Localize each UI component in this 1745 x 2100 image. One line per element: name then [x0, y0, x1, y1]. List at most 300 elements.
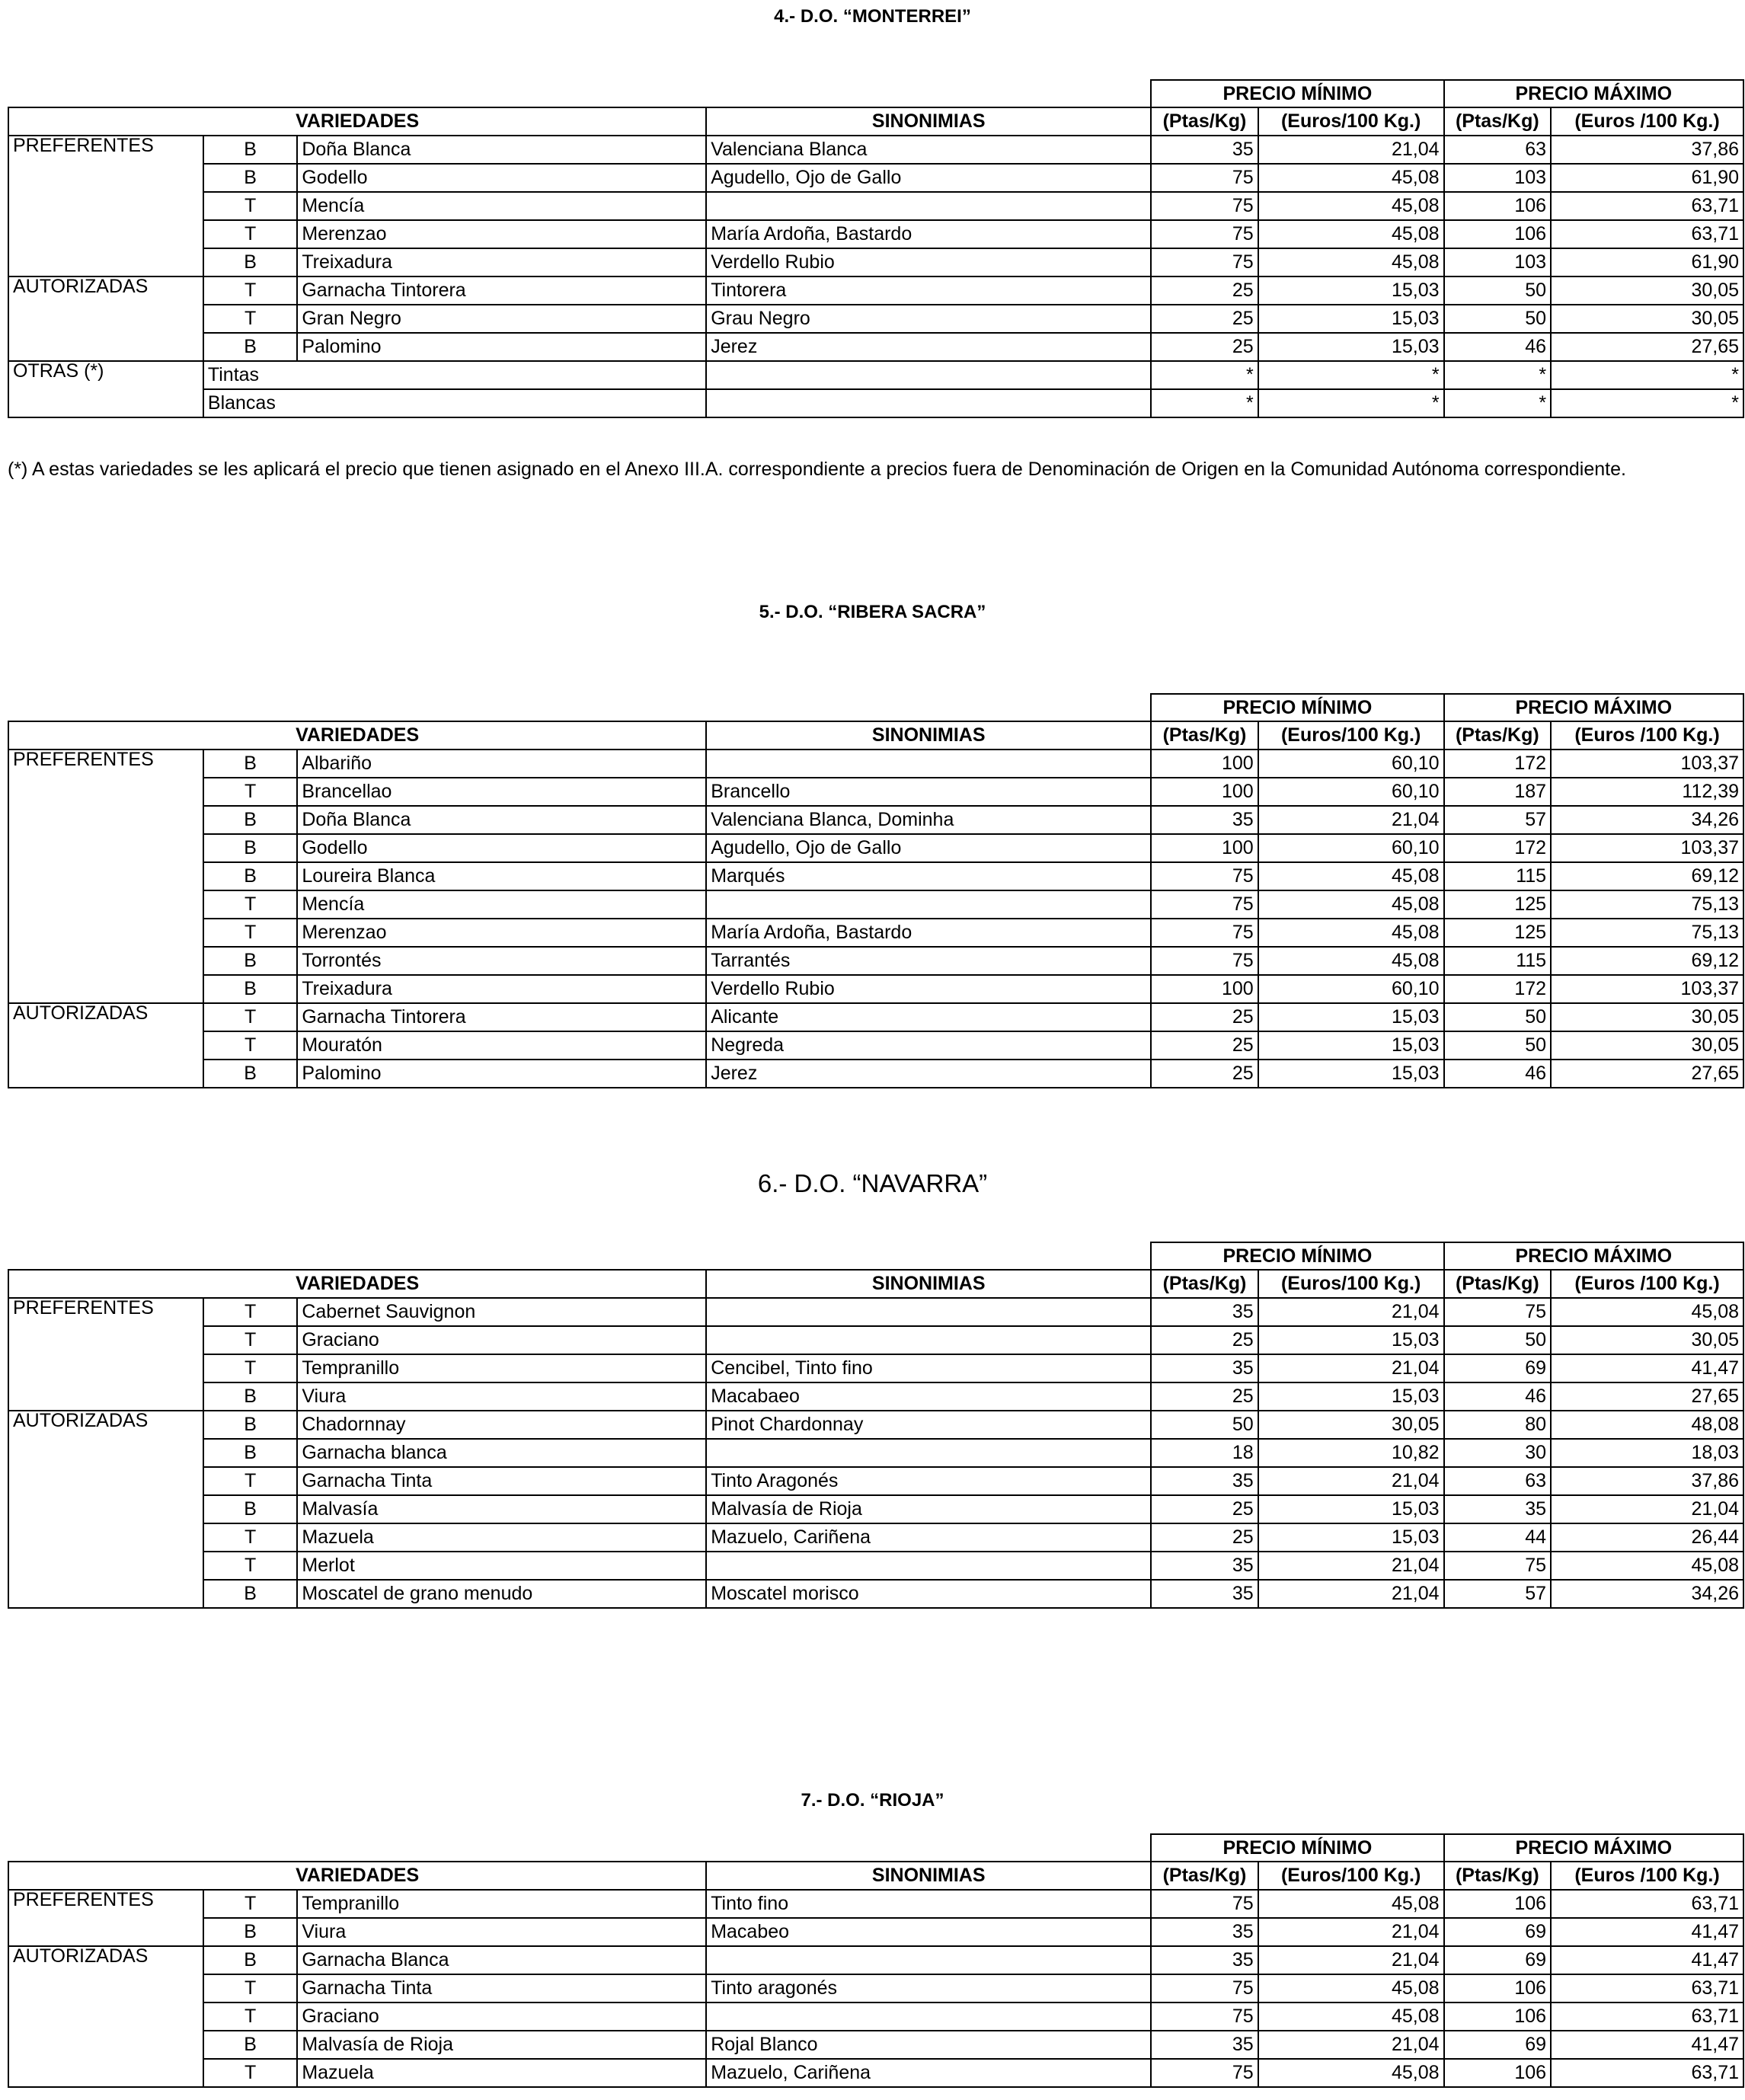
- synonyms-cell: Negreda: [706, 1031, 1151, 1060]
- header-sinonimias: SINONIMIAS: [706, 1270, 1151, 1298]
- table-row: [8, 975, 1743, 1003]
- header-ptas-max: (Ptas/Kg): [1444, 1862, 1551, 1890]
- euros-max-cell: 27,65: [1551, 1060, 1743, 1088]
- euros-min-cell: 45,08: [1258, 164, 1444, 192]
- euros-min-cell: 15,03: [1258, 305, 1444, 333]
- table-ribera-sacra: [8, 693, 1744, 1088]
- ptas-min-cell: 18: [1151, 1439, 1258, 1467]
- ptas-max-cell: 106: [1444, 1890, 1551, 1918]
- type-cell: T: [203, 919, 297, 947]
- euros-max-cell: 63,71: [1551, 1974, 1743, 2003]
- header-row-columns: [8, 1862, 1743, 1890]
- ptas-min-cell: 25: [1151, 333, 1258, 361]
- type-cell: B: [203, 2031, 297, 2059]
- ptas-min-cell: 35: [1151, 1354, 1258, 1382]
- table-row: [8, 947, 1743, 975]
- euros-min-cell: 15,03: [1258, 333, 1444, 361]
- synonyms-cell: Mazuelo, Cariñena: [706, 2059, 1151, 2087]
- header-variedades: VARIEDADES: [8, 721, 706, 750]
- header-ptas-min: (Ptas/Kg): [1151, 1270, 1258, 1298]
- synonyms-cell: Alicante: [706, 1003, 1151, 1031]
- table-row: [8, 1495, 1743, 1523]
- header-variedades: VARIEDADES: [8, 1270, 706, 1298]
- euros-max-cell: 75,13: [1551, 919, 1743, 947]
- type-cell: B: [203, 750, 297, 778]
- synonyms-cell: [706, 1946, 1151, 1974]
- euros-min-cell: 21,04: [1258, 1298, 1444, 1326]
- euros-min-cell: 15,03: [1258, 1382, 1444, 1411]
- type-cell: B: [203, 834, 297, 862]
- header-ptas-min: (Ptas/Kg): [1151, 1862, 1258, 1890]
- table-row: [8, 1382, 1743, 1411]
- ptas-max-cell: 103: [1444, 248, 1551, 276]
- variety-cell: Viura: [297, 1382, 706, 1411]
- ptas-min-cell: 100: [1151, 834, 1258, 862]
- otras-label-cell: Blancas: [203, 389, 706, 417]
- table-row: [8, 2059, 1743, 2087]
- ptas-min-cell: 100: [1151, 750, 1258, 778]
- variety-cell: Viura: [297, 1918, 706, 1946]
- table-row: [8, 1298, 1743, 1326]
- header-variedades: VARIEDADES: [8, 107, 706, 136]
- ptas-min-cell: 35: [1151, 1298, 1258, 1326]
- type-cell: T: [203, 778, 297, 806]
- euros-min-cell: 21,04: [1258, 1552, 1444, 1580]
- euros-min-cell: 45,08: [1258, 2059, 1444, 2087]
- ptas-min-cell: 35: [1151, 806, 1258, 834]
- ptas-max-cell: 75: [1444, 1298, 1551, 1326]
- euros-max-cell: 69,12: [1551, 862, 1743, 890]
- euros-min-cell: 21,04: [1258, 1946, 1444, 1974]
- table-row: [8, 1946, 1743, 1974]
- variety-cell: Mencía: [297, 890, 706, 919]
- ptas-max-cell: 106: [1444, 192, 1551, 220]
- variety-cell: Doña Blanca: [297, 136, 706, 164]
- category-cell: OTRAS (*): [8, 361, 203, 417]
- synonyms-cell: Jerez: [706, 333, 1151, 361]
- euros-min-cell: 15,03: [1258, 1031, 1444, 1060]
- ptas-max-cell: 80: [1444, 1411, 1551, 1439]
- euros-max-cell: 103,37: [1551, 750, 1743, 778]
- ptas-min-cell: 25: [1151, 305, 1258, 333]
- euros-max-cell: 41,47: [1551, 1918, 1743, 1946]
- synonyms-cell: [706, 361, 1151, 389]
- type-cell: T: [203, 1890, 297, 1918]
- euros-min-cell: 21,04: [1258, 806, 1444, 834]
- euros-min-cell: 45,08: [1258, 890, 1444, 919]
- ptas-max-cell: *: [1444, 361, 1551, 389]
- ptas-max-cell: 46: [1444, 1060, 1551, 1088]
- header-precio-minimo: PRECIO MÍNIMO: [1151, 80, 1443, 107]
- euros-max-cell: 75,13: [1551, 890, 1743, 919]
- ptas-max-cell: 50: [1444, 1003, 1551, 1031]
- ptas-max-cell: 50: [1444, 305, 1551, 333]
- table-row: [8, 1918, 1743, 1946]
- synonyms-cell: Verdello Rubio: [706, 248, 1151, 276]
- euros-max-cell: 63,71: [1551, 1890, 1743, 1918]
- synonyms-cell: [706, 1326, 1151, 1354]
- table-row: [8, 192, 1743, 220]
- header-euros-max: (Euros /100 Kg.): [1551, 1862, 1743, 1890]
- variety-cell: Garnacha Tinta: [297, 1467, 706, 1495]
- footnote: (*) A estas variedades se les aplicará el precio que tienen asignado en el Anexo III.A. correspondiente a precios fuera de Denominación de Origen en la Comunidad Autónoma correspondiente.: [8, 459, 1626, 480]
- header-euros-min: (Euros/100 Kg.): [1258, 1862, 1444, 1890]
- synonyms-cell: [706, 750, 1151, 778]
- euros-max-cell: 69,12: [1551, 947, 1743, 975]
- synonyms-cell: Jerez: [706, 1060, 1151, 1088]
- header-euros-min: (Euros/100 Kg.): [1258, 721, 1444, 750]
- ptas-min-cell: 75: [1151, 164, 1258, 192]
- table-row: [8, 276, 1743, 305]
- header-precio-maximo: PRECIO MÁXIMO: [1444, 694, 1743, 721]
- ptas-max-cell: 50: [1444, 276, 1551, 305]
- euros-min-cell: 45,08: [1258, 862, 1444, 890]
- variety-cell: Cabernet Sauvignon: [297, 1298, 706, 1326]
- synonyms-cell: [706, 192, 1151, 220]
- table-row: [8, 361, 1743, 389]
- ptas-max-cell: 106: [1444, 220, 1551, 248]
- synonyms-cell: Verdello Rubio: [706, 975, 1151, 1003]
- euros-min-cell: 10,82: [1258, 1439, 1444, 1467]
- euros-min-cell: 60,10: [1258, 778, 1444, 806]
- ptas-max-cell: 125: [1444, 890, 1551, 919]
- ptas-max-cell: 69: [1444, 2031, 1551, 2059]
- euros-min-cell: *: [1258, 389, 1444, 417]
- header-precio-minimo: PRECIO MÍNIMO: [1151, 1834, 1443, 1862]
- table-row: [8, 305, 1743, 333]
- header-ptas-max: (Ptas/Kg): [1444, 1270, 1551, 1298]
- synonyms-cell: Tintorera: [706, 276, 1151, 305]
- euros-max-cell: 18,03: [1551, 1439, 1743, 1467]
- variety-cell: Loureira Blanca: [297, 862, 706, 890]
- section-title-navarra: 6.- D.O. “NAVARRA”: [757, 1169, 988, 1197]
- euros-min-cell: 60,10: [1258, 750, 1444, 778]
- variety-cell: Mazuela: [297, 2059, 706, 2087]
- table-row: [8, 333, 1743, 361]
- header-row-prices: [8, 1834, 1743, 1862]
- synonyms-cell: Macabeo: [706, 1918, 1151, 1946]
- category-cell: AUTORIZADAS: [8, 1411, 203, 1608]
- euros-min-cell: 45,08: [1258, 2003, 1444, 2031]
- section-title-monterrei: 4.- D.O. “MONTERREI”: [774, 6, 971, 27]
- euros-max-cell: 45,08: [1551, 1552, 1743, 1580]
- header-precio-minimo: PRECIO MÍNIMO: [1151, 1242, 1443, 1270]
- euros-min-cell: 45,08: [1258, 248, 1444, 276]
- euros-min-cell: 21,04: [1258, 1918, 1444, 1946]
- ptas-min-cell: 35: [1151, 1580, 1258, 1608]
- ptas-max-cell: 46: [1444, 333, 1551, 361]
- section-title-rioja: 7.- D.O. “RIOJA”: [801, 1790, 944, 1811]
- header-sinonimias: SINONIMIAS: [706, 107, 1151, 136]
- header-ptas-max: (Ptas/Kg): [1444, 107, 1551, 136]
- type-cell: B: [203, 947, 297, 975]
- table-row: [8, 1890, 1743, 1918]
- synonyms-cell: Rojal Blanco: [706, 2031, 1151, 2059]
- ptas-min-cell: 75: [1151, 192, 1258, 220]
- type-cell: B: [203, 1580, 297, 1608]
- variety-cell: Mencía: [297, 192, 706, 220]
- ptas-min-cell: 100: [1151, 778, 1258, 806]
- euros-min-cell: 45,08: [1258, 192, 1444, 220]
- synonyms-cell: Tinto Aragonés: [706, 1467, 1151, 1495]
- table-row: [8, 2031, 1743, 2059]
- ptas-max-cell: 50: [1444, 1326, 1551, 1354]
- synonyms-cell: [706, 890, 1151, 919]
- table-row: [8, 136, 1743, 164]
- table-row: [8, 919, 1743, 947]
- ptas-min-cell: 75: [1151, 947, 1258, 975]
- table-row: [8, 834, 1743, 862]
- header-spacer: [8, 1242, 1151, 1270]
- ptas-min-cell: 75: [1151, 220, 1258, 248]
- variety-cell: Garnacha Blanca: [297, 1946, 706, 1974]
- synonyms-cell: Marqués: [706, 862, 1151, 890]
- header-euros-max: (Euros /100 Kg.): [1551, 107, 1743, 136]
- euros-max-cell: 41,47: [1551, 1946, 1743, 1974]
- synonyms-cell: María Ardoña, Bastardo: [706, 220, 1151, 248]
- header-ptas-min: (Ptas/Kg): [1151, 721, 1258, 750]
- variety-cell: Merlot: [297, 1552, 706, 1580]
- type-cell: T: [203, 1003, 297, 1031]
- ptas-max-cell: 115: [1444, 947, 1551, 975]
- euros-min-cell: 21,04: [1258, 1354, 1444, 1382]
- ptas-max-cell: 50: [1444, 1031, 1551, 1060]
- type-cell: B: [203, 1411, 297, 1439]
- table-row: [8, 750, 1743, 778]
- ptas-max-cell: 69: [1444, 1946, 1551, 1974]
- euros-min-cell: 15,03: [1258, 1523, 1444, 1552]
- variety-cell: Brancellao: [297, 778, 706, 806]
- synonyms-cell: Moscatel morisco: [706, 1580, 1151, 1608]
- category-cell: AUTORIZADAS: [8, 1946, 203, 2087]
- type-cell: B: [203, 1439, 297, 1467]
- ptas-min-cell: 35: [1151, 1552, 1258, 1580]
- ptas-min-cell: *: [1151, 361, 1258, 389]
- euros-min-cell: 21,04: [1258, 1467, 1444, 1495]
- variety-cell: Palomino: [297, 333, 706, 361]
- type-cell: T: [203, 1354, 297, 1382]
- ptas-min-cell: 25: [1151, 1326, 1258, 1354]
- euros-max-cell: 48,08: [1551, 1411, 1743, 1439]
- euros-max-cell: 30,05: [1551, 1031, 1743, 1060]
- euros-max-cell: 21,04: [1551, 1495, 1743, 1523]
- euros-max-cell: 30,05: [1551, 1003, 1743, 1031]
- header-ptas-max: (Ptas/Kg): [1444, 721, 1551, 750]
- ptas-max-cell: 44: [1444, 1523, 1551, 1552]
- ptas-min-cell: 25: [1151, 1003, 1258, 1031]
- type-cell: T: [203, 276, 297, 305]
- euros-min-cell: 60,10: [1258, 834, 1444, 862]
- euros-max-cell: 61,90: [1551, 164, 1743, 192]
- header-euros-min: (Euros/100 Kg.): [1258, 1270, 1444, 1298]
- table-row: [8, 1580, 1743, 1608]
- euros-min-cell: 60,10: [1258, 975, 1444, 1003]
- type-cell: T: [203, 890, 297, 919]
- synonyms-cell: Agudello, Ojo de Gallo: [706, 164, 1151, 192]
- table-row: [8, 1354, 1743, 1382]
- variety-cell: Malvasía de Rioja: [297, 2031, 706, 2059]
- header-spacer: [8, 80, 1151, 107]
- header-row-columns: [8, 721, 1743, 750]
- ptas-max-cell: 103: [1444, 164, 1551, 192]
- ptas-max-cell: 172: [1444, 750, 1551, 778]
- type-cell: B: [203, 333, 297, 361]
- category-cell: AUTORIZADAS: [8, 1003, 203, 1088]
- variety-cell: Palomino: [297, 1060, 706, 1088]
- synonyms-cell: [706, 1439, 1151, 1467]
- type-cell: T: [203, 220, 297, 248]
- ptas-min-cell: 35: [1151, 136, 1258, 164]
- euros-max-cell: 34,26: [1551, 806, 1743, 834]
- synonyms-cell: Macabaeo: [706, 1382, 1151, 1411]
- ptas-max-cell: 57: [1444, 1580, 1551, 1608]
- header-row-prices: [8, 1242, 1743, 1270]
- table-row: [8, 778, 1743, 806]
- euros-min-cell: 15,03: [1258, 1495, 1444, 1523]
- variety-cell: Garnacha Tintorera: [297, 1003, 706, 1031]
- table-row: [8, 1439, 1743, 1467]
- euros-min-cell: 15,03: [1258, 1326, 1444, 1354]
- ptas-max-cell: 187: [1444, 778, 1551, 806]
- header-euros-max: (Euros /100 Kg.): [1551, 721, 1743, 750]
- ptas-max-cell: 125: [1444, 919, 1551, 947]
- variety-cell: Garnacha blanca: [297, 1439, 706, 1467]
- header-precio-maximo: PRECIO MÁXIMO: [1444, 1834, 1743, 1862]
- synonyms-cell: Valenciana Blanca: [706, 136, 1151, 164]
- ptas-min-cell: 75: [1151, 248, 1258, 276]
- table-row: [8, 1326, 1743, 1354]
- synonyms-cell: Grau Negro: [706, 305, 1151, 333]
- euros-max-cell: 34,26: [1551, 1580, 1743, 1608]
- table-row: [8, 1060, 1743, 1088]
- category-cell: AUTORIZADAS: [8, 276, 203, 361]
- table-rioja: [8, 1833, 1744, 2088]
- euros-max-cell: 37,86: [1551, 136, 1743, 164]
- table-row: [8, 1974, 1743, 2003]
- type-cell: T: [203, 2059, 297, 2087]
- euros-max-cell: 63,71: [1551, 2003, 1743, 2031]
- ptas-min-cell: 35: [1151, 1946, 1258, 1974]
- ptas-min-cell: 100: [1151, 975, 1258, 1003]
- type-cell: T: [203, 1467, 297, 1495]
- type-cell: B: [203, 164, 297, 192]
- ptas-min-cell: 75: [1151, 2003, 1258, 2031]
- table-row: [8, 806, 1743, 834]
- table-row: [8, 389, 1743, 417]
- ptas-max-cell: 172: [1444, 834, 1551, 862]
- type-cell: T: [203, 1974, 297, 2003]
- euros-min-cell: 15,03: [1258, 276, 1444, 305]
- ptas-max-cell: 63: [1444, 1467, 1551, 1495]
- euros-max-cell: 45,08: [1551, 1298, 1743, 1326]
- synonyms-cell: [706, 1298, 1151, 1326]
- synonyms-cell: Valenciana Blanca, Dominha: [706, 806, 1151, 834]
- ptas-max-cell: 63: [1444, 136, 1551, 164]
- type-cell: T: [203, 2003, 297, 2031]
- type-cell: T: [203, 1326, 297, 1354]
- variety-cell: Malvasía: [297, 1495, 706, 1523]
- variety-cell: Treixadura: [297, 248, 706, 276]
- variety-cell: Mazuela: [297, 1523, 706, 1552]
- ptas-max-cell: 69: [1444, 1354, 1551, 1382]
- variety-cell: Godello: [297, 164, 706, 192]
- ptas-min-cell: 35: [1151, 2031, 1258, 2059]
- type-cell: B: [203, 862, 297, 890]
- section-title-ribera-sacra: 5.- D.O. “RIBERA SACRA”: [759, 602, 986, 622]
- synonyms-cell: Tinto aragonés: [706, 1974, 1151, 2003]
- euros-min-cell: 45,08: [1258, 1890, 1444, 1918]
- euros-min-cell: 30,05: [1258, 1411, 1444, 1439]
- header-precio-minimo: PRECIO MÍNIMO: [1151, 694, 1443, 721]
- euros-min-cell: 15,03: [1258, 1060, 1444, 1088]
- variety-cell: Graciano: [297, 2003, 706, 2031]
- otras-label-cell: Tintas: [203, 361, 706, 389]
- header-precio-maximo: PRECIO MÁXIMO: [1444, 1242, 1743, 1270]
- type-cell: B: [203, 1060, 297, 1088]
- table-row: [8, 1411, 1743, 1439]
- variety-cell: Garnacha Tinta: [297, 1974, 706, 2003]
- euros-max-cell: 30,05: [1551, 276, 1743, 305]
- ptas-min-cell: 25: [1151, 1382, 1258, 1411]
- type-cell: B: [203, 806, 297, 834]
- euros-max-cell: 27,65: [1551, 1382, 1743, 1411]
- ptas-max-cell: 106: [1444, 2059, 1551, 2087]
- euros-min-cell: 15,03: [1258, 1003, 1444, 1031]
- table-row: [8, 862, 1743, 890]
- ptas-min-cell: 35: [1151, 1918, 1258, 1946]
- ptas-min-cell: 75: [1151, 919, 1258, 947]
- ptas-min-cell: 75: [1151, 862, 1258, 890]
- synonyms-cell: Agudello, Ojo de Gallo: [706, 834, 1151, 862]
- table-row: [8, 890, 1743, 919]
- type-cell: T: [203, 1523, 297, 1552]
- table-row: [8, 248, 1743, 276]
- table-row: [8, 1003, 1743, 1031]
- type-cell: B: [203, 1946, 297, 1974]
- type-cell: B: [203, 1918, 297, 1946]
- header-spacer: [8, 694, 1151, 721]
- ptas-max-cell: 35: [1444, 1495, 1551, 1523]
- ptas-min-cell: 25: [1151, 1031, 1258, 1060]
- euros-max-cell: 30,05: [1551, 305, 1743, 333]
- euros-max-cell: 112,39: [1551, 778, 1743, 806]
- type-cell: T: [203, 305, 297, 333]
- type-cell: T: [203, 1552, 297, 1580]
- ptas-max-cell: 106: [1444, 2003, 1551, 2031]
- ptas-max-cell: 106: [1444, 1974, 1551, 2003]
- synonyms-cell: [706, 389, 1151, 417]
- header-spacer: [8, 1834, 1151, 1862]
- type-cell: B: [203, 136, 297, 164]
- euros-min-cell: 45,08: [1258, 220, 1444, 248]
- type-cell: T: [203, 1031, 297, 1060]
- euros-min-cell: 21,04: [1258, 136, 1444, 164]
- euros-min-cell: 45,08: [1258, 947, 1444, 975]
- ptas-max-cell: 46: [1444, 1382, 1551, 1411]
- euros-max-cell: *: [1551, 389, 1743, 417]
- synonyms-cell: Pinot Chardonnay: [706, 1411, 1151, 1439]
- euros-min-cell: 45,08: [1258, 919, 1444, 947]
- type-cell: B: [203, 248, 297, 276]
- ptas-min-cell: 25: [1151, 1060, 1258, 1088]
- euros-min-cell: *: [1258, 361, 1444, 389]
- synonyms-cell: Cencibel, Tinto fino: [706, 1354, 1151, 1382]
- euros-max-cell: 103,37: [1551, 834, 1743, 862]
- euros-max-cell: 41,47: [1551, 2031, 1743, 2059]
- variety-cell: Mouratón: [297, 1031, 706, 1060]
- header-row-columns: [8, 1270, 1743, 1298]
- variety-cell: Tempranillo: [297, 1354, 706, 1382]
